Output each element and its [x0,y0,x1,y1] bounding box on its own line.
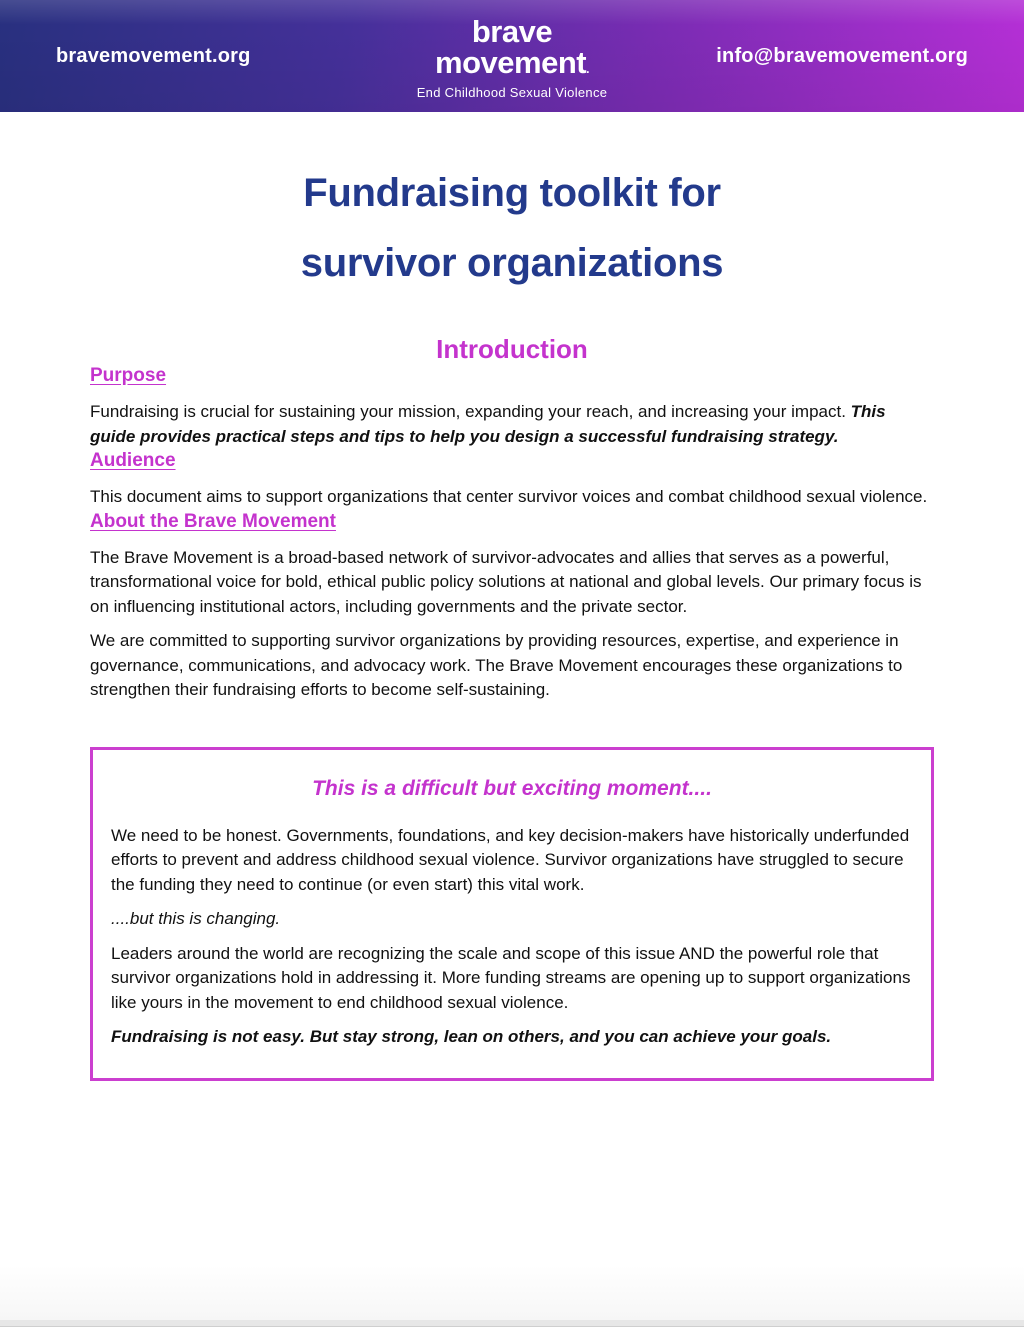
logo-tagline: End Childhood Sexual Violence [416,84,608,100]
purpose-text: Fundraising is crucial for sustaining your mission, expanding your reach, and increasing your impact. [90,402,851,421]
title-line-2: survivor organizations [300,241,724,285]
intro-heading: Introduction [436,334,588,364]
audience-heading: Audience [90,450,176,471]
audience-paragraph: This document aims to support organizations that center survivor voices and combat childhood sexual violence. [90,487,928,506]
logo-wordmark-line1: brave [471,13,553,49]
callout-heading: This is a difficult but exciting moment.... [312,776,712,800]
callout-conclusion: Fundraising is not easy. But stay strong, lean on others, and you can achieve your goals. [111,1027,832,1046]
about-paragraph-1: The Brave Movement is a broad-based network of survivor-advocates and allies that serves as a powerful, transformational voice for bold, ethical public policy solutions at national and global levels. Our primary focus is on influencing institutional actors, including governments and the private sector. [90,547,922,616]
contact-email: info@bravemovement.org [716,44,968,67]
about-paragraph-2: We are committed to supporting survivor organizations by providing resources, expertise, and experience in governance, communications, and advocacy work. The Brave Movement encourages these organizations to strengthen their fundraising efforts to become self-sustaining. [90,631,903,699]
footer-edge [0,1320,1024,1327]
title-line-1: Fundraising toolkit for [303,171,721,215]
purpose-emphasis: This guide provides practical steps and tips to help you design a successful fundraising strategy. [90,402,886,446]
document-page [0,112,1024,1081]
logo-wordmark-line2: movement. [435,44,589,80]
brand-logo [416,13,608,100]
site-url: bravemovement.org [56,44,251,67]
callout-box [90,747,934,1081]
header-banner [0,0,1024,112]
trademark-dot: . [586,61,589,76]
page-title [90,112,934,298]
page-footer [0,1265,1024,1327]
purpose-heading: Purpose [90,365,167,386]
purpose-paragraph [90,400,934,449]
callout-paragraph-1: We need to be honest. Governments, foundations, and key decision-makers have historically underfunded efforts to prevent and address childhood sexual violence. Survivor organizations have struggled to secure the funding they need to continue (or even start) this vital work. [111,825,910,894]
about-heading: About the Brave Movement [90,510,336,532]
callout-transition: ....but this is changing. [111,909,281,928]
callout-paragraph-2: Leaders around the world are recognizing the scale and scope of this issue AND the powerful role that survivor organizations hold in addressing it. More funding streams are opening up to support organizations like yours in the movement to end childhood sexual violence. [111,943,911,1012]
